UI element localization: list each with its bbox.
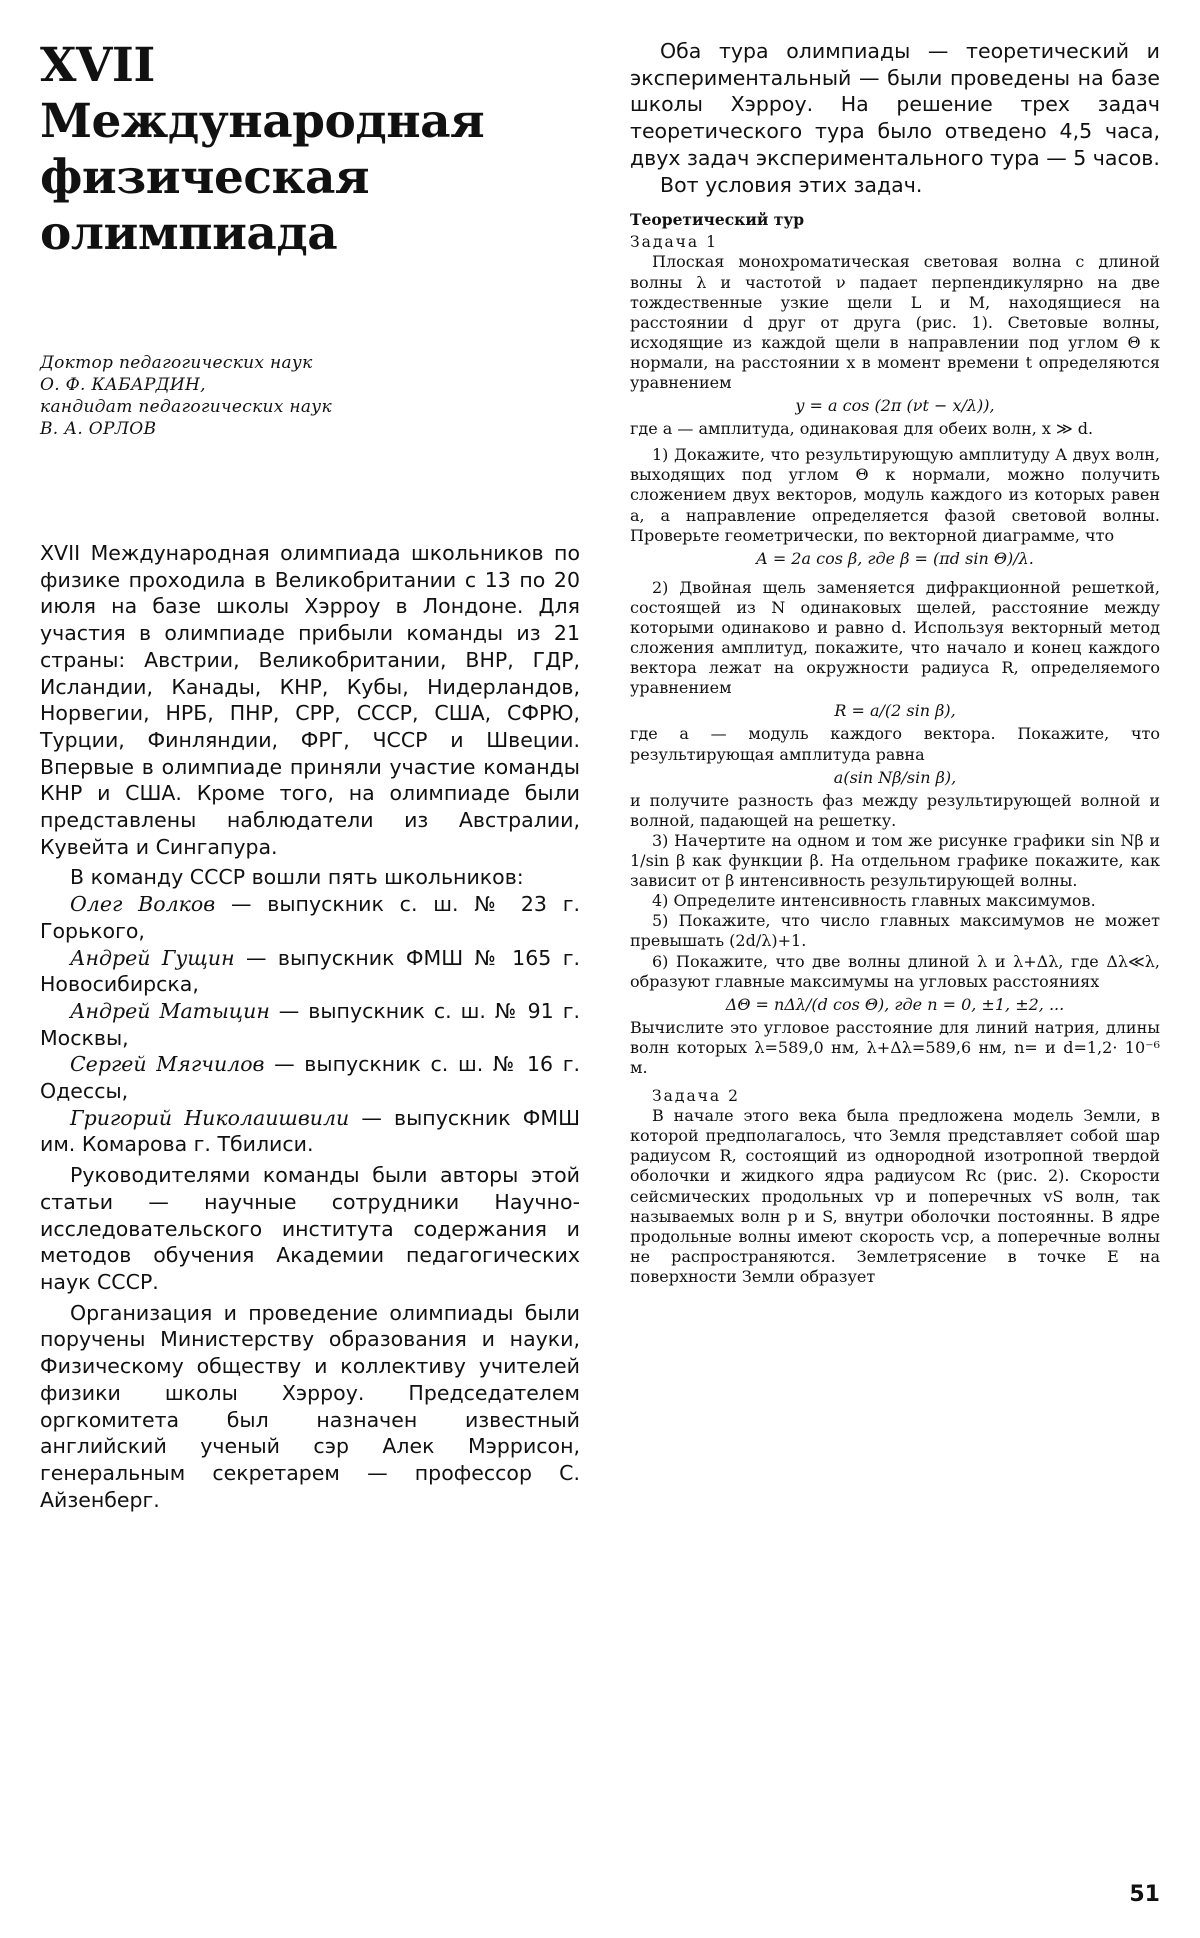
task-1-question-1: 1) Докажите, что результирующую амплитуду A двух волн, выходящих под углом Θ к нормали, можно получить сложением двух векторов, модуль каждого из которых равен a, а направление определяется фазой световой волны. Проверьте геометрически, по векторной диаграмме, что	[630, 445, 1160, 545]
team-member	[40, 1051, 580, 1104]
intro-paragraph: XVII Международная олимпиада школьников по физике проходила в Великобритании с 13 по 20 июля на базе школы Хэрроу в Лондоне. Для участия в олимпиаде прибыли команды из 21 страны: Австрии, Великобритании, ВНР, ГДР, Исландии, Канады, КНР, Кубы, Нидерландов, Норвегии, НРБ, ПНР, СРР, СССР, США, СФРЮ, Турции, Финляндии, ФРГ, ЧССР и Швеции. Впервые в олимпиаде приняли участие команды КНР и США. Кроме того, на олимпиаде были представлены наблюдатели из Австралии, Кувейта и Сингапура.	[40, 541, 580, 859]
task-1-question-6: 6) Покажите, что две волны длиной λ и λ+Δλ, где Δλ≪λ, образуют главные максимумы на угловых расстояниях	[630, 951, 1160, 991]
task-2-statement: В начале этого века была предложена модель Земли, в которой предполагалось, что Земля представляет собой шар радиусом R, состоящий из однородной изотропной твердой оболочки и жидкого ядра радиусом Rc (рис. 2). Скорости сейсмических продольных vp и поперечных vS волн, так называемых волн p и S, внутри оболочки постоянны. В ядре продольные волны имеют скорость vcp, а поперечные волны не распространяются. Землетрясение в точке E на поверхности Земли образует	[630, 1106, 1160, 1286]
leaders-paragraph: Руководителями команды были авторы этой статьи — научные сотрудники Научно-исследовательского института содержания и методов обучения Академии педагогических наук СССР.	[40, 1163, 580, 1294]
member-name: Сергей Мягчилов	[70, 1052, 265, 1077]
organization-paragraph: Организация и проведение олимпиады были поручены Министерству образования и науки, Физическому обществу и коллективу учителей физики школы Хэрроу. Председателем оргкомитета был назначен известный английский ученый сэр Алек Мэррисон, генеральным секретарем — профессор С. Айзенберг.	[40, 1300, 580, 1512]
task-2-heading: Задача 2	[652, 1087, 740, 1106]
team-member	[40, 891, 580, 944]
page-number: 51	[1129, 1882, 1160, 1907]
task-1-question-2-end: и получите разность фаз между результирующей волной и волной, падающей на решетку.	[630, 790, 1160, 830]
author-line-4: В. А. ОРЛОВ	[40, 419, 157, 439]
section-heading: Теоретический тур	[630, 210, 805, 230]
task-1-question-6-cont: Вычислите это угловое расстояние для линий натрия, длины волн которых λ=589,0 нм, λ+Δλ=589,6 нм, n= и d=1,2· 10⁻⁶ м.	[630, 1017, 1160, 1077]
member-info: — выпускник ФМШ им. Комарова г. Тбилиси.	[40, 1105, 580, 1157]
tour-description: Оба тура олимпиады — теоретический и экспериментальный — были проведены на базе школы Хэрроу. На решение трех задач теоретического тура было отведено 4,5 часа, двух задач экспериментального тура — 5 часов.	[630, 39, 1160, 170]
author-block	[40, 352, 580, 440]
formula-angular: ΔΘ = nΔλ/(d cos Θ), где n = 0, ±1, ±2, ...	[725, 994, 1065, 1014]
member-info: — выпускник с. ш. № 23 г. Горького,	[40, 892, 581, 943]
left-column	[40, 38, 580, 1513]
task-1-heading: Задача 1	[630, 233, 718, 252]
problems-text	[630, 210, 1160, 1287]
task-1-note: где a — амплитуда, одинаковая для обеих волн, x ≫ d.	[630, 419, 1094, 439]
task-1-question-3: 3) Начертите на одном и том же рисунке графики sin Nβ и 1/sin β как функции β. На отдельном графике покажите, как зависит от β интенсивность результирующей волны.	[630, 830, 1160, 891]
title-line-3: олимпиада	[40, 206, 338, 261]
author-line-3: кандидат педагогических наук	[40, 397, 332, 417]
team-paragraph: В команду СССР вошли пять школьников:	[70, 865, 524, 890]
member-info: — выпускник ФМШ № 165 г. Новосибирска,	[40, 945, 581, 997]
formula-wave: y = a cos (2π (νt − x/λ)),	[795, 396, 995, 416]
member-name: Андрей Матыцин	[70, 998, 270, 1023]
formula-resultant: a(sin Nβ/sin β),	[833, 767, 957, 787]
formula-amplitude: A = 2a cos β, где β = (πd sin Θ)/λ.	[756, 548, 1034, 568]
tour-lead-in: Вот условия этих задач.	[660, 172, 923, 197]
author-line-1: Доктор педагогических наук	[40, 353, 313, 373]
task-1-question-4: 4) Определите интенсивность главных максимумов.	[652, 891, 1096, 911]
member-name: Олег Волков	[70, 892, 216, 917]
title-line-2: физическая	[40, 150, 370, 205]
task-1-question-2: 2) Двойная щель заменяется дифракционной решеткой, состоящей из N одинаковых щелей, расстояние между которыми одинаково и равно d. Используя векторный метод сложения амплитуд, покажите, что начало и конец каждого вектора лежат на окружности радиуса R, определяемого уравнением	[630, 577, 1160, 698]
task-1-statement: Плоская монохроматическая световая волна с длиной волны λ и частотой ν падает перпендикулярно на две тождественные узкие щели L и M, находящиеся на расстоянии d друг от друга (рис. 1). Световые волны, исходящие из каждой щели в направлении под углом Θ к нормали, на расстоянии x в момент времени t определяются уравнением	[630, 252, 1160, 392]
right-column	[630, 38, 1160, 1287]
author-line-2: О. Ф. КАБАРДИН,	[40, 375, 206, 395]
team-member	[40, 998, 580, 1051]
article-title	[40, 38, 580, 262]
team-member	[40, 1105, 580, 1158]
task-1-question-2-cont: где a — модуль каждого вектора. Покажите, что результирующая амплитуда равна	[630, 724, 1160, 764]
tour-intro	[630, 38, 1160, 198]
member-info: — выпускник с. ш. № 91 г. Москвы,	[40, 998, 580, 1050]
member-info: — выпускник с. ш. № 16 г. Одессы,	[40, 1052, 581, 1104]
member-name: Андрей Гущин	[70, 945, 235, 970]
formula-radius: R = a/(2 sin β),	[834, 701, 956, 721]
title-line-1: Международная	[40, 94, 485, 149]
member-name: Григорий Николаишвили	[70, 1105, 350, 1130]
title-numeral: XVII	[40, 38, 155, 93]
task-1-question-5: 5) Покажите, что число главных максимумов не может превышать (2d/λ)+1.	[630, 911, 1160, 951]
team-member	[40, 945, 580, 998]
